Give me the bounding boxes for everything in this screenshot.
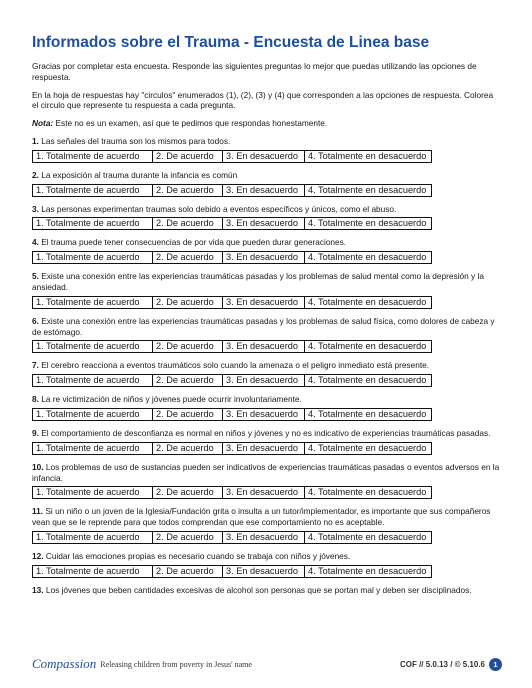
answer-option-2[interactable]: 2. De acuerdo <box>153 409 223 420</box>
question-text: Los jóvenes que beben cantidades excesivas de alcohol son personas que se portan mal y deben ser disciplinados. <box>43 584 472 595</box>
answer-option-1[interactable]: 1. Totalmente de acuerdo <box>33 487 153 498</box>
question-number: 10. <box>32 461 44 472</box>
note-paragraph <box>32 118 500 129</box>
answer-option-1[interactable]: 1. Totalmente de acuerdo <box>33 341 153 352</box>
answer-option-2[interactable]: 2. De acuerdo <box>153 185 223 196</box>
question-number: 9. <box>32 427 39 438</box>
question-number: 1. <box>32 135 39 146</box>
compassion-logo: Compassion <box>32 656 97 671</box>
question-text: Cuidar las emociones propias es necesario cuando se trabaja con niños y jóvenes. <box>43 550 351 561</box>
answer-option-1[interactable]: 1. Totalmente de acuerdo <box>33 252 153 263</box>
answer-option-3[interactable]: 3. En desacuerdo <box>223 297 305 308</box>
survey-page <box>32 34 500 599</box>
question-number: 12. <box>32 550 44 561</box>
document-code-text: COF // 5.0.13 / © 5.10.6 <box>399 660 485 669</box>
answer-option-2[interactable]: 2. De acuerdo <box>153 218 223 229</box>
answer-options-row <box>32 150 432 163</box>
question-number: 8. <box>32 394 39 405</box>
answer-options-row <box>32 531 432 544</box>
question-8 <box>32 394 500 405</box>
question-9 <box>32 428 500 439</box>
answer-option-2[interactable]: 2. De acuerdo <box>153 566 223 577</box>
answer-option-3[interactable]: 3. En desacuerdo <box>223 252 305 263</box>
question-number: 7. <box>32 360 39 371</box>
page-title: Informados sobre el Trauma - Encuesta de Linea base <box>32 34 430 51</box>
answer-option-2[interactable]: 2. De acuerdo <box>153 341 223 352</box>
question-text: Las personas experimentan traumas solo debido a eventos específicos y únicos, como el abuso. <box>38 203 397 214</box>
answer-option-3[interactable]: 3. En desacuerdo <box>223 218 305 229</box>
answer-option-3[interactable]: 3. En desacuerdo <box>223 185 305 196</box>
question-12 <box>32 551 500 562</box>
page-number-badge: 1 <box>489 658 502 671</box>
answer-option-4[interactable]: 4. Totalmente en desacuerdo <box>308 218 427 229</box>
question-2 <box>32 170 500 181</box>
answer-option-2[interactable]: 2. De acuerdo <box>153 252 223 263</box>
answer-option-4[interactable]: 4. Totalmente en desacuerdo <box>308 341 427 352</box>
tagline: Releasing children from poverty in Jesus' name <box>100 659 252 669</box>
question-4 <box>32 237 500 248</box>
document-code <box>400 658 502 671</box>
question-number: 5. <box>32 271 39 282</box>
question-text: Si un niño o un joven de la Iglesia/Fundación grita o insulta a un tutor/implementador, es importante que sus compañeros vean que se le reprende para que todos comprendan que ese comportamiento no es aceptable. <box>32 506 491 528</box>
answer-options-row <box>32 251 432 264</box>
intro-paragraph: Gracias por completar esta encuesta. Responde las siguientes preguntas lo mejor que puedas utilizando las opciones de respuesta. <box>32 61 477 82</box>
question-text: El comportamiento de desconfianza es normal en niños y jóvenes y no es indicativo de experiencias traumáticas pasadas. <box>38 427 491 438</box>
question-3 <box>32 204 500 215</box>
answer-option-2[interactable]: 2. De acuerdo <box>153 297 223 308</box>
question-number: 3. <box>32 203 39 214</box>
answer-option-2[interactable]: 2. De acuerdo <box>153 532 223 543</box>
answer-option-2[interactable]: 2. De acuerdo <box>153 443 223 454</box>
answer-options-row <box>32 374 432 387</box>
answer-option-3[interactable]: 3. En desacuerdo <box>223 443 305 454</box>
answer-option-3[interactable]: 3. En desacuerdo <box>223 487 305 498</box>
question-text: Las señales del trauma son los mismos para todos. <box>38 135 231 146</box>
footer <box>0 652 532 676</box>
question-10 <box>32 462 500 484</box>
answer-option-4[interactable]: 4. Totalmente en desacuerdo <box>308 442 427 453</box>
question-number: 4. <box>32 237 39 248</box>
question-text: La re victimización de niños y jóvenes puede ocurrir involuntariamente. <box>38 394 302 405</box>
question-text: Los problemas de uso de sustancias pueden ser indicativos de experiencias traumáticas pasadas o eventos adversos en la infancia. <box>32 461 500 483</box>
brand-logo <box>32 656 252 672</box>
answer-option-4[interactable]: 4. Totalmente en desacuerdo <box>308 565 427 576</box>
answer-options-row <box>32 486 432 499</box>
question-number: 13. <box>32 584 44 595</box>
question-1 <box>32 136 500 147</box>
answer-option-3[interactable]: 3. En desacuerdo <box>223 566 305 577</box>
answer-option-4[interactable]: 4. Totalmente en desacuerdo <box>308 408 427 419</box>
question-7 <box>32 360 500 371</box>
answer-options-row <box>32 340 432 353</box>
answer-option-4[interactable]: 4. Totalmente en desacuerdo <box>308 487 427 498</box>
question-number: 2. <box>32 169 39 180</box>
answer-option-1[interactable]: 1. Totalmente de acuerdo <box>33 532 153 543</box>
question-text: El trauma puede tener consecuencias de por vida que pueden durar generaciones. <box>38 237 347 248</box>
answer-option-1[interactable]: 1. Totalmente de acuerdo <box>33 218 153 229</box>
question-text: Existe una conexión entre las experiencias traumáticas pasadas y los problemas de salud mental como la depresión y la ansiedad. <box>32 271 484 292</box>
answer-options-row <box>32 296 432 309</box>
answer-option-4[interactable]: 4. Totalmente en desacuerdo <box>308 184 427 195</box>
answer-option-3[interactable]: 3. En desacuerdo <box>223 409 305 420</box>
answer-option-1[interactable]: 1. Totalmente de acuerdo <box>33 185 153 196</box>
question-6 <box>32 316 500 338</box>
answer-option-2[interactable]: 2. De acuerdo <box>153 375 223 386</box>
question-number: 11. <box>32 506 44 517</box>
answer-option-4[interactable]: 4. Totalmente en desacuerdo <box>308 150 427 161</box>
answer-option-2[interactable]: 2. De acuerdo <box>153 151 223 162</box>
question-text: Existe una conexión entre las experiencias traumáticas pasadas y los problemas de salud física, como dolores de cabeza y de estómago. <box>32 315 495 337</box>
question-11 <box>32 506 500 528</box>
answer-option-3[interactable]: 3. En desacuerdo <box>223 532 305 543</box>
answer-option-1[interactable]: 1. Totalmente de acuerdo <box>33 443 153 454</box>
answer-option-2[interactable]: 2. De acuerdo <box>153 487 223 498</box>
note-label: Nota: <box>32 118 54 129</box>
answer-options-row <box>32 184 432 197</box>
answer-option-1[interactable]: 1. Totalmente de acuerdo <box>33 375 153 386</box>
question-13 <box>32 585 500 596</box>
answer-option-4[interactable]: 4. Totalmente en desacuerdo <box>308 252 427 263</box>
answer-options-row <box>32 408 432 421</box>
answer-option-1[interactable]: 1. Totalmente de acuerdo <box>33 566 153 577</box>
question-text: La exposición al trauma durante la infancia es común <box>38 169 238 180</box>
answer-option-4[interactable]: 4. Totalmente en desacuerdo <box>308 296 427 307</box>
answer-options-row <box>32 442 432 455</box>
answer-option-1[interactable]: 1. Totalmente de acuerdo <box>33 297 153 308</box>
answer-option-4[interactable]: 4. Totalmente en desacuerdo <box>308 531 427 542</box>
question-5 <box>32 271 500 293</box>
question-list <box>32 136 500 596</box>
answer-options-row <box>32 565 432 578</box>
answer-option-1[interactable]: 1. Totalmente de acuerdo <box>33 409 153 420</box>
answer-options-row <box>32 217 432 230</box>
instructions-paragraph: En la hoja de respuestas hay "circulos" enumerados (1), (2), (3) y (4) que corresponden a las opciones de respuesta. Colorea el circulo que represente tu respuesta a cada pregunta. <box>32 89 494 111</box>
answer-option-1[interactable]: 1. Totalmente de acuerdo <box>33 151 153 162</box>
answer-option-4[interactable]: 4. Totalmente en desacuerdo <box>308 375 427 386</box>
answer-option-3[interactable]: 3. En desacuerdo <box>223 341 305 352</box>
answer-option-3[interactable]: 3. En desacuerdo <box>223 151 305 162</box>
question-number: 6. <box>32 315 39 326</box>
note-text: Este no es un examen, así que te pedimos que respondas honestamente. <box>53 118 328 129</box>
answer-option-3[interactable]: 3. En desacuerdo <box>223 375 305 386</box>
question-text: El cerebro reacciona a eventos traumáticos solo cuando la amenaza o el peligro inmediato está presente. <box>38 360 430 371</box>
